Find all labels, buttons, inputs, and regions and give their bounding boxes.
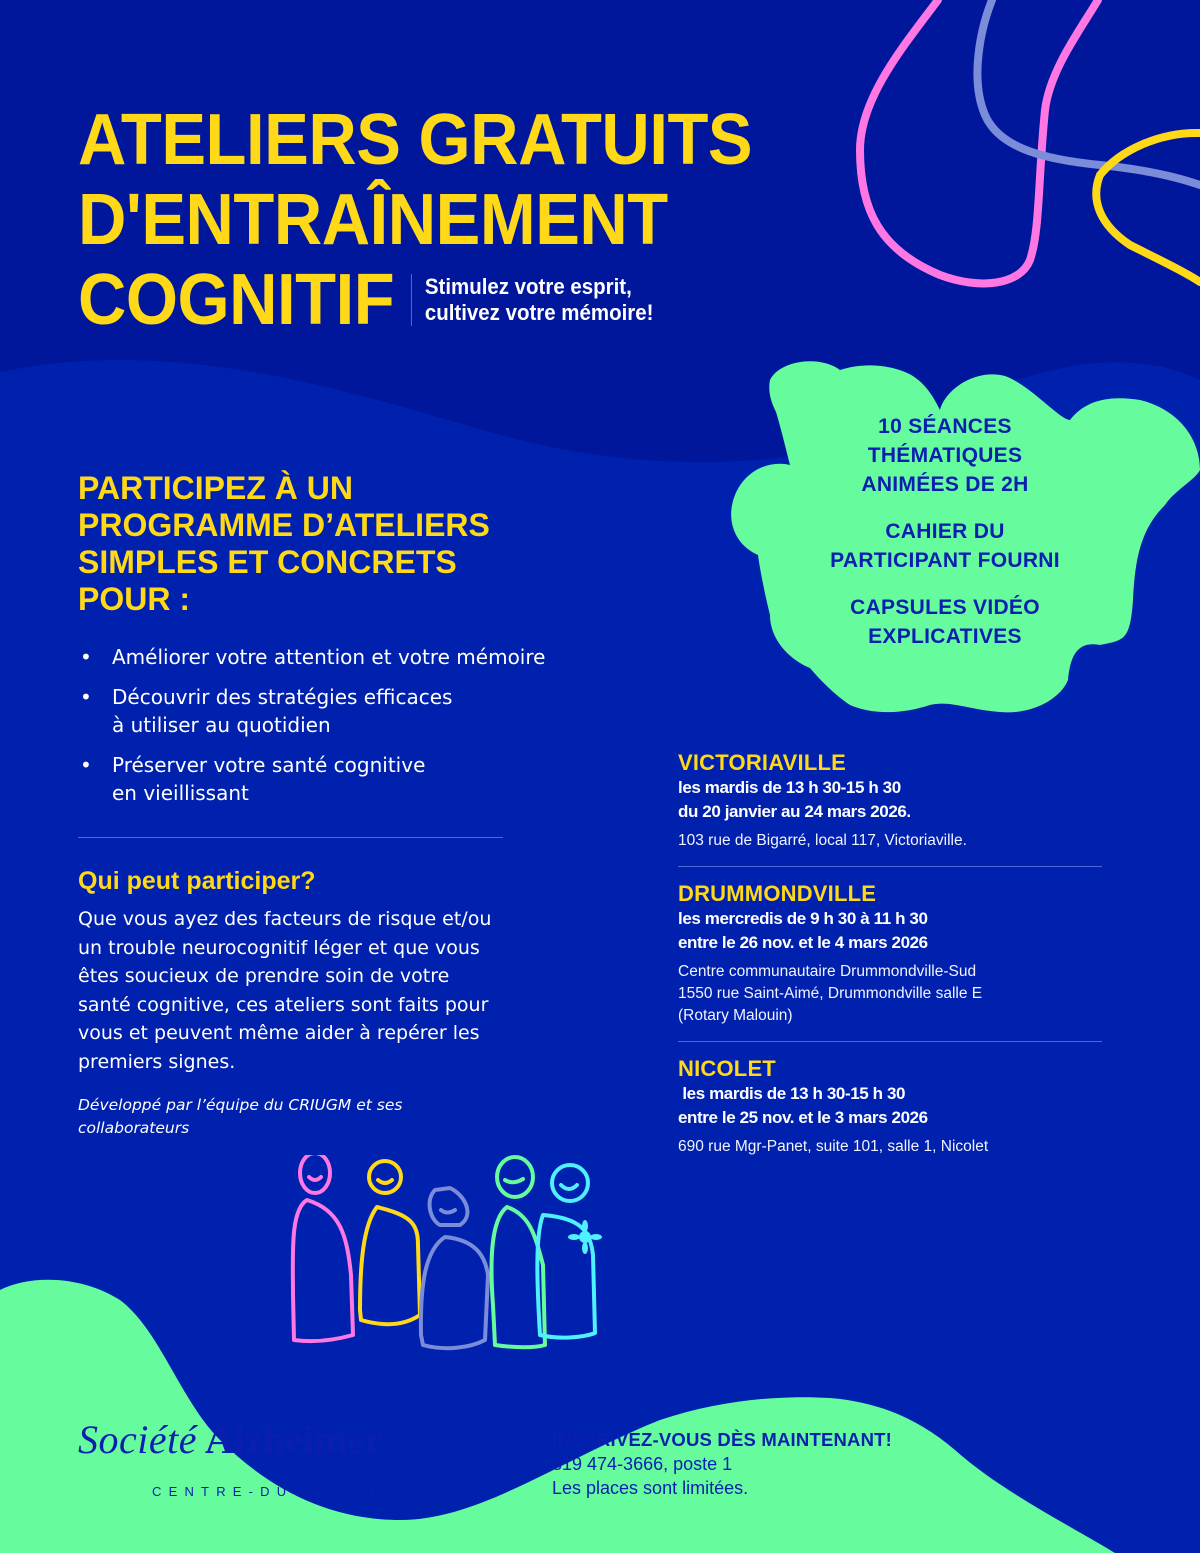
benefit-text: Découvrir des stratégies efficaces (112, 685, 453, 709)
highlight-videos (790, 593, 1100, 651)
tagline-line-2: cultivez votre mémoire! (424, 300, 654, 325)
benefit-item (78, 751, 638, 807)
eligibility-line: êtes soucieux de prendre soin de votre (78, 965, 450, 987)
program-heading-line: PARTICIPEZ À UN (78, 470, 353, 506)
divider (78, 837, 503, 838)
highlight-workbook (790, 517, 1100, 575)
people-illustration (285, 1155, 605, 1355)
logo-italic-text: Société (78, 1417, 197, 1462)
organization-logo (78, 1416, 403, 1499)
tagline (411, 274, 653, 326)
location-schedule: les mardis de 13 h 30-15 h 30 (678, 1084, 906, 1103)
person-lavender (421, 1188, 488, 1348)
person-yellow (360, 1161, 420, 1324)
benefit-text: à utiliser au quotidien (112, 713, 331, 737)
highlight-text: CAHIER DU (885, 520, 1005, 543)
cta-heading: INSCRIVEZ-VOUS DÈS MAINTENANT! (552, 1429, 893, 1450)
locations-list (678, 750, 1102, 1186)
title-line-1: ATELIERS GRATUITS (78, 100, 753, 180)
address-line: 1550 rue Saint-Aimé, Drummondville salle E (678, 985, 983, 1002)
location-city: DRUMMONDVILLE (678, 881, 877, 906)
benefit-text: en vieillissant (112, 781, 249, 805)
highlight-text: ANIMÉES DE 2H (861, 473, 1029, 496)
benefit-item (78, 643, 638, 671)
eligibility-heading: Qui peut participer? (78, 867, 316, 895)
eligibility-body (78, 905, 598, 1076)
highlight-text: CAPSULES VIDÉO (850, 596, 1040, 619)
person-pink (293, 1155, 353, 1341)
logo-subtitle: CENTRE-DU-QUÉBEC (152, 1484, 403, 1499)
location-schedule: les mardis de 13 h 30-15 h 30 (678, 778, 901, 797)
address-line: 690 rue Mgr-Panet, suite 101, salle 1, Nicolet (678, 1138, 989, 1155)
highlight-text: 10 SÉANCES (878, 415, 1012, 438)
address-line: Centre communautaire Drummondville-Sud (678, 963, 977, 980)
program-heading-line: SIMPLES ET CONCRETS (78, 544, 457, 580)
eligibility-line: Que vous ayez des facteurs de risque et/ou (78, 908, 492, 930)
location-address (678, 830, 1102, 852)
main-title (78, 100, 752, 340)
location-schedule: les mercredis de 9 h 30 à 11 h 30 (678, 909, 928, 928)
address-line: 103 rue de Bigarré, local 117, Victoriaville. (678, 832, 967, 849)
cta-note: Les places sont limitées. (552, 1478, 749, 1498)
logo-bold-text: Alzheimer (205, 1417, 383, 1462)
title-line-2: D'ENTRAÎNEMENT (78, 180, 668, 260)
logo-wordmark (78, 1416, 403, 1464)
location-schedule: entre le 25 nov. et le 3 mars 2026 (678, 1108, 928, 1127)
bullet-icon: • (80, 645, 92, 669)
location-city: NICOLET (678, 1056, 776, 1081)
benefits-list (78, 643, 638, 819)
program-heading-line: PROGRAMME D’ATELIERS (78, 507, 490, 543)
tagline-line-1: Stimulez votre esprit, (424, 274, 632, 299)
program-heading-line: POUR : (78, 581, 190, 617)
address-line: (Rotary Malouin) (678, 1007, 793, 1024)
title-line-3: COGNITIF (78, 260, 395, 340)
highlights-cloud (790, 412, 1100, 669)
eligibility-line: premiers signes. (78, 1050, 236, 1073)
benefit-item (78, 683, 638, 739)
highlight-sessions (790, 412, 1100, 499)
location-nicolet (678, 1056, 1102, 1172)
credit-line: collaborateurs (78, 1119, 190, 1137)
location-victoriaville (678, 750, 1102, 867)
credit-line: Développé par l’équipe du CRIUGM et ses (78, 1096, 403, 1114)
eligibility-line: un trouble neurocognitif léger et que vous (78, 936, 480, 959)
highlight-text: THÉMATIQUES (867, 444, 1023, 467)
location-city: VICTORIAVILLE (678, 750, 847, 775)
location-schedule: entre le 26 nov. et le 4 mars 2026 (678, 933, 928, 952)
benefit-text: Améliorer votre attention et votre mémoire (112, 645, 546, 669)
program-heading (78, 470, 598, 618)
cyan-flower-icon (568, 1220, 602, 1254)
eligibility-line: vous et peuvent même aider à repérer les (78, 1022, 480, 1044)
benefit-text: Préserver votre santé cognitive (112, 753, 426, 777)
highlight-text: EXPLICATIVES (868, 625, 1022, 648)
location-schedule: du 20 janvier au 24 mars 2026. (678, 802, 911, 821)
bullet-icon: • (80, 753, 92, 777)
cta-phone[interactable]: 819 474-3666, poste 1 (552, 1454, 733, 1474)
registration-cta (552, 1428, 892, 1500)
location-address (678, 961, 1102, 1027)
location-drummondville (678, 881, 1102, 1042)
highlight-text: PARTICIPANT FOURNI (830, 549, 1060, 572)
location-address (678, 1136, 1102, 1158)
credit-note (78, 1094, 518, 1140)
bullet-icon: • (80, 685, 92, 709)
eligibility-line: santé cognitive, ces ateliers sont faits pour (78, 993, 489, 1016)
